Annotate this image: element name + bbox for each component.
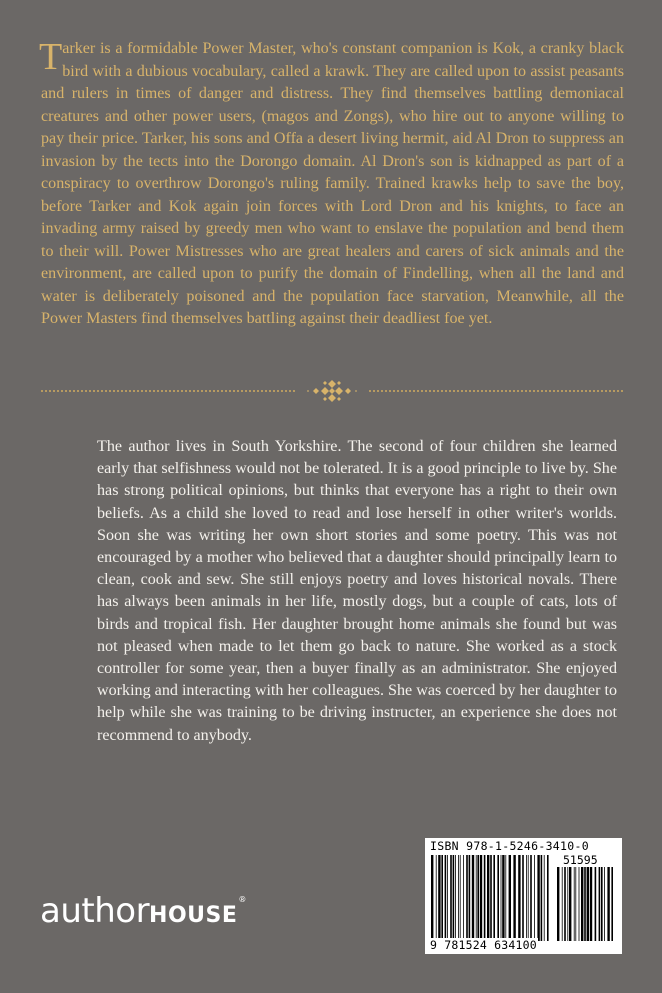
logo-text-house: HOUSE <box>149 903 238 928</box>
dotted-rule-right <box>368 390 624 392</box>
registered-mark: ® <box>238 895 247 904</box>
diamond-ornament-icon <box>305 379 359 403</box>
synopsis-text: arker is a formidable Power Master, who's constant companion is Kok, a cranky black bird with a dubious vocabulary, called a krawk. They are called upon to assist peasants and rulers in times of danger and distress. They find themselves battling demoniacal creatures and other power users, (magos and Zongs), who hire out to anyone willing to pay their price. Tarker, his sons and Offa a desert living hermit, aid Al Dron to suppress an invasion by the tects into the Dorongo domain. Al Dron's son is kidnapped as part of a conspiracy to overthrow Dorongo's ruling family. Trained krawks help to save the boy, before Tarker and Kok again join forces with Lord Dron and his knights, to face an invading army raised by greedy men who want to enslave the population and bend them to their will. Power Mistresses who are great healers and carers of sick animals and the environment, are called upon to purify the domain of Findelling, when all the land and water is deliberately poisoned and the population face starvation, Meanwhile, all the Power Masters find themselves battling against their deadliest foe yet. <box>41 40 624 327</box>
publisher-logo <box>40 891 246 931</box>
isbn-barcode <box>425 838 622 954</box>
logo-text-author: author <box>40 891 150 931</box>
drop-cap: T <box>39 36 63 78</box>
barcode-bars-icon <box>431 855 551 941</box>
barcode-addon-number: 51595 <box>563 853 598 867</box>
dotted-rule-left <box>40 390 296 392</box>
ornamental-divider <box>40 379 623 403</box>
isbn-label: ISBN 978-1-5246-3410-0 <box>430 839 589 853</box>
author-bio-paragraph: The author lives in South Yorkshire. The second of four children she learned early that selfishness would not be tolerated. It is a good principle to live by. She has strong political opinions, but thinks that everyone has a right to their own beliefs. As a child she loved to read and lose herself in other writer's worlds. Soon she was writing her own short stories and some poetry. This was not encouraged by a mother who believed that a daughter should principally learn to clean, cook and sew. She still enjoys poetry and loves historical novals. There has always been animals in her life, mostly dogs, but a couple of cats, lots of birds and tropical fish. Her daughter brought home animals she found but was not pleased when made to let them go back to nature. She worked as a stock controller for some year, then a buyer finally as an administrator. She enjoyed working and interacting with her colleagues. She was coerced by her daughter to help while she was training to be driving instructer, an experience she does not recommend to anybody. <box>97 438 617 744</box>
synopsis-paragraph <box>41 38 624 331</box>
barcode-addon-bars-icon <box>557 867 615 941</box>
barcode-digits: 9 781524 634100 <box>430 938 537 952</box>
